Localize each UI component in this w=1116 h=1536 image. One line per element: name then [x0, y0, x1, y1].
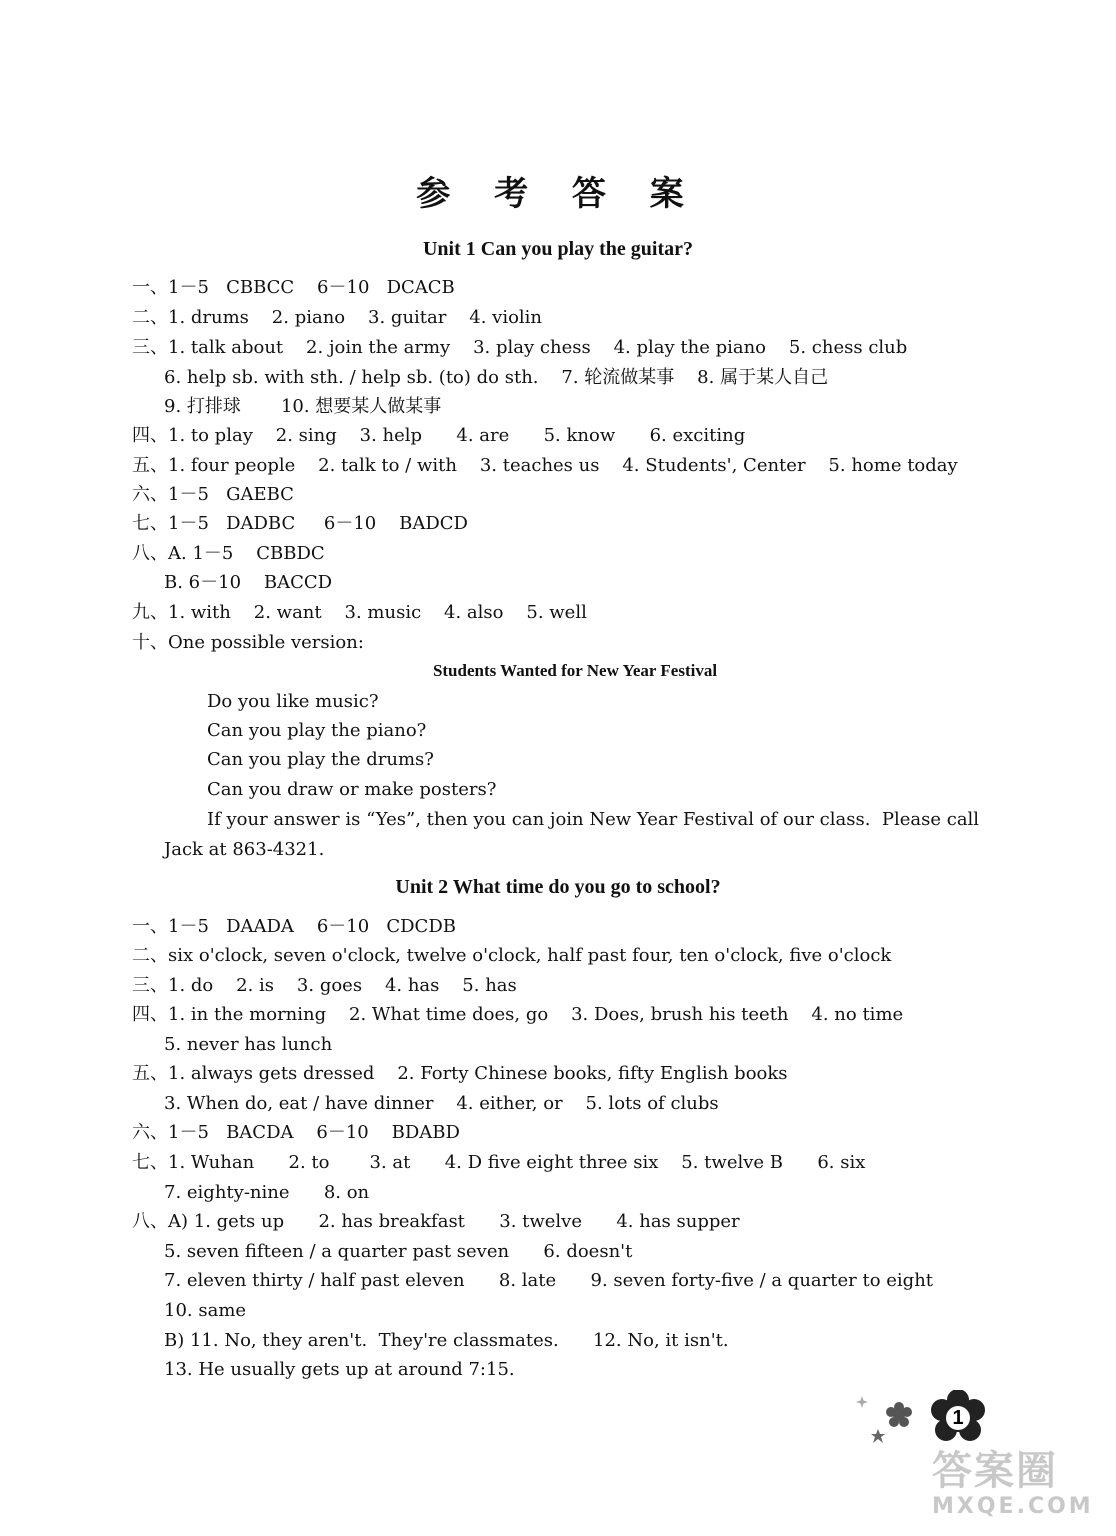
star-icon — [870, 1428, 886, 1444]
unit2-answer-line: 5. seven fifteen / a quarter past seven 6. doesn't — [164, 1241, 633, 1262]
flower-icon — [884, 1400, 914, 1430]
unit1-answer-line: 七、1－5 DADBC 6－10 BADCD — [132, 513, 468, 534]
unit2-answer-line: 六、1－5 BACDA 6－10 BDABD — [132, 1122, 460, 1143]
unit1-answer-line: 一、1－5 CBBCC 6－10 DCACB — [132, 277, 455, 298]
unit2-answer-line: B) 11. No, they aren't. They're classmates. 12. No, it isn't. — [164, 1330, 729, 1351]
essay-line: Do you like music? — [207, 691, 379, 712]
page-title: 参 考 答 案 — [416, 174, 700, 214]
unit2-answer-line: 13. He usually gets up at around 7:15. — [164, 1359, 515, 1380]
unit2-answer-line: 二、six o'clock, seven o'clock, twelve o'clock, half past four, ten o'clock, five o'clock — [132, 945, 892, 966]
unit2-answer-line: 一、1－5 DAADA 6－10 CDCDB — [132, 916, 456, 937]
unit1-answer-line: 四、1. to play 2. sing 3. help 4. are 5. know 6. exciting — [132, 425, 746, 446]
unit2-answer-line: 四、1. in the morning 2. What time does, go 3. Does, brush his teeth 4. no time — [132, 1004, 904, 1025]
essay-line: Can you draw or make posters? — [207, 779, 497, 800]
unit2-answer-line: 7. eighty-nine 8. on — [164, 1182, 370, 1203]
unit2-answer-line: 八、A) 1. gets up 2. has breakfast 3. twelve 4. has supper — [132, 1211, 740, 1232]
unit1-answer-line: 六、1－5 GAEBC — [132, 484, 294, 505]
essay-line: Can you play the piano? — [207, 720, 427, 741]
watermark — [932, 1448, 1112, 1528]
unit1-heading: Unit 1 Can you play the guitar? — [422, 238, 694, 260]
essay-title: Students Wanted for New Year Festival — [432, 661, 718, 680]
unit1-answer-line: 三、1. talk about 2. join the army 3. play chess 4. play the piano 5. chess club — [132, 337, 908, 358]
watermark-cn: 答案圈 — [932, 1448, 1058, 1494]
page-number: 1 — [952, 1407, 964, 1429]
unit1-answer-line: 五、1. four people 2. talk to / with 3. teaches us 4. Students', Center 5. home today — [132, 455, 958, 476]
unit1-answer-line: 十、One possible version: — [132, 632, 364, 653]
unit1-answer-line: 九、1. with 2. want 3. music 4. also 5. well — [132, 602, 587, 623]
unit2-answer-line: 7. eleven thirty / half past eleven 8. late 9. seven forty-five / a quarter to eight — [164, 1270, 934, 1291]
unit2-heading: Unit 2 What time do you go to school? — [395, 876, 721, 898]
essay-line: Jack at 863-4321. — [164, 839, 325, 860]
unit2-answer-line: 10. same — [164, 1300, 247, 1321]
unit1-answer-line: 6. help sb. with sth. / help sb. (to) do sth. 7. 轮流做某事 8. 属于某人自己 — [164, 367, 829, 388]
unit2-answer-line: 三、1. do 2. is 3. goes 4. has 5. has — [132, 975, 517, 996]
sparkle-icon — [856, 1396, 868, 1408]
watermark-url: MXQE.COM — [932, 1494, 1094, 1519]
unit1-answer-line: 二、1. drums 2. piano 3. guitar 4. violin — [132, 307, 543, 328]
unit2-answer-line: 3. When do, eat / have dinner 4. either, or 5. lots of clubs — [164, 1093, 719, 1114]
unit1-answer-line: 9. 打排球 10. 想要某人做某事 — [164, 396, 442, 417]
unit1-answer-line: 八、A. 1－5 CBBDC — [132, 543, 325, 564]
unit2-answer-line: 5. never has lunch — [164, 1034, 333, 1055]
unit2-answer-line: 五、1. always gets dressed 2. Forty Chinese books, fifty English books — [132, 1063, 788, 1084]
unit1-answer-line: B. 6－10 BACCD — [164, 572, 333, 593]
essay-line: If your answer is “Yes”, then you can join New Year Festival of our class. Please call — [207, 809, 980, 830]
unit2-answer-line: 七、1. Wuhan 2. to 3. at 4. D five eight three six 5. twelve B 6. six — [132, 1152, 866, 1173]
essay-line: Can you play the drums? — [207, 749, 434, 770]
